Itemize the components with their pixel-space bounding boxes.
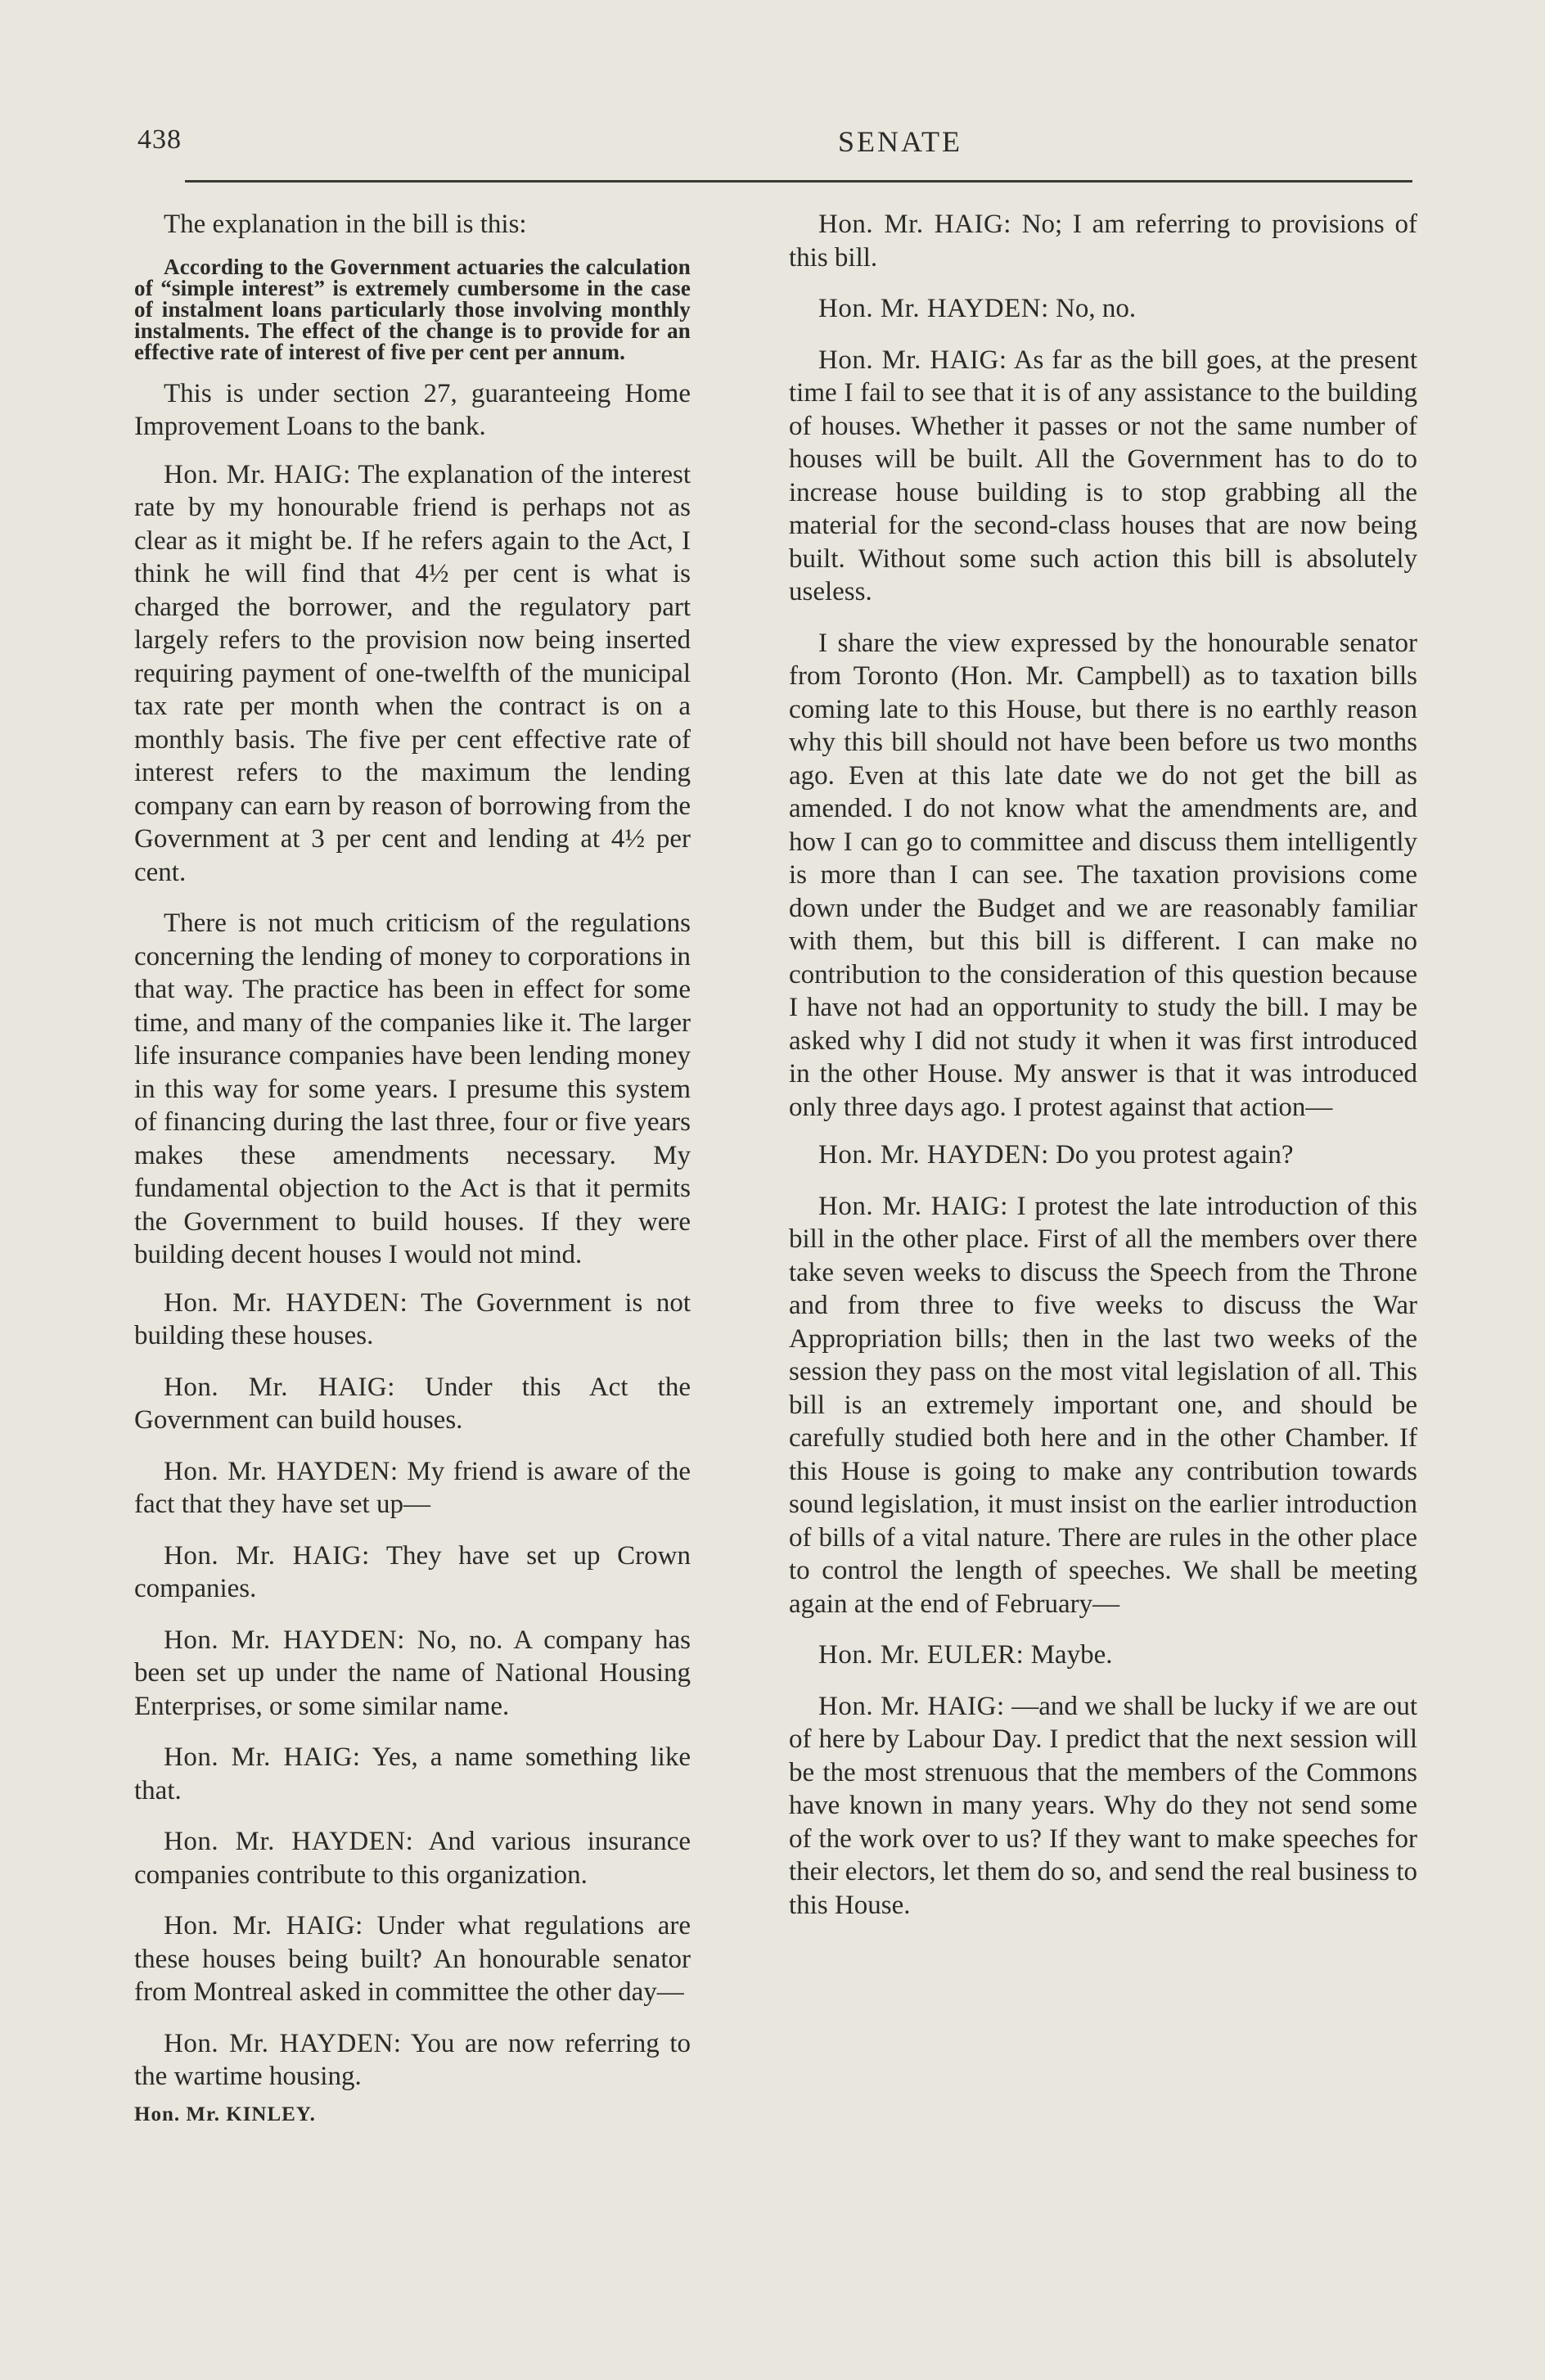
speaker-name: Hon. Mr. HAIG:: [818, 1691, 1005, 1721]
speech: [134, 458, 691, 890]
speaker-name: Hon. Mr. HAYDEN:: [164, 1625, 405, 1655]
speech-text: No, no.: [1056, 294, 1137, 323]
paragraph: This is under section 27, guaranteeing Home Improvement Loans to the bank.: [134, 378, 691, 441]
footer-note: Hon. Mr. KINLEY.: [134, 2103, 316, 2125]
speech-text: Maybe.: [1030, 1640, 1113, 1670]
speech: [789, 1190, 1417, 1621]
speech-text: No, no. A company has been set up under the name of National Housing Enterprises, or some similar name.: [134, 1625, 691, 1721]
speech-text: They have set up Crown companies.: [134, 1540, 691, 1603]
speech: [789, 1690, 1417, 1922]
speech: [134, 1909, 691, 2009]
speaker-name: Hon. Mr. HAIG:: [164, 1742, 361, 1772]
speech: [134, 1539, 691, 1606]
paragraph: I share the view expressed by the honourable senator from Toronto (Hon. Mr. Campbell) as to taxation bills coming late to this House, but there is no earthly reason why this bill should not have been before us two months ago. Even at this late date we do not get the bill as amended. I do not know what the amendments are, and how I can go to committee and discuss them intelligently is more than I can see. The taxation provisions come down under the Budget and we are reasonably familiar with them, but this bill is different. I can make no contribution to the consideration of this question because I have not had an opportunity to study the bill. I may be asked why I did not study it when it was first introduced in the other House. My answer is that it was introduced only three days ago. I protest against that action—: [789, 628, 1417, 1122]
speaker-name: Hon. Mr. HAIG:: [818, 1191, 1008, 1221]
speech: [134, 1741, 691, 1807]
speaker-name: Hon. Mr. HAYDEN:: [164, 2028, 402, 2058]
speech: [134, 2027, 691, 2094]
speech: [789, 292, 1417, 326]
speech-text: You are now referring to the wartime housing.: [134, 2028, 691, 2091]
left-column: [134, 208, 691, 2131]
speaker-name: Hon. Mr. HAIG:: [164, 1540, 370, 1571]
speech: [134, 1825, 691, 1891]
speech: [134, 1287, 691, 1353]
speaker-name: Hon. Mr. HAYDEN:: [818, 1140, 1049, 1170]
speaker-name: Hon. Mr. HAIG:: [164, 459, 351, 489]
page-header: [134, 119, 1411, 160]
speech-text: Under this Act the Government can build houses.: [134, 1372, 691, 1435]
speech: [789, 208, 1417, 274]
speech: [789, 344, 1417, 609]
speech-text: My friend is aware of the fact that they have set up—: [134, 1456, 691, 1519]
running-head: SENATE: [838, 125, 962, 158]
paragraph: The explanation in the bill is this:: [164, 210, 527, 239]
speech-text: I protest the late introduction of this bill in the other place. First of all the members over there take seven weeks to discuss the Speech from the Throne and from three to five weeks to discuss the War Appropriation bills; then in the last two weeks of the session they pass on the most vital legislation of all. This bill is an extremely important one, and should be carefully studied both here and in the other Chamber. If this House is going to make any contribution towards sound legislation, it must insist on the earlier introduction of bills of a vital nature. There are rules in the other place to control the length of speeches. We shall be meeting again at the end of February—: [789, 1191, 1418, 1619]
speaker-name: Hon. Mr. HAYDEN:: [164, 1287, 408, 1318]
speech-text: Do you protest again?: [1056, 1140, 1294, 1170]
speech-text: Under what regulations are these houses being built? An honourable senator from Montreal asked in committee the other day—: [134, 1911, 691, 2007]
speech: [134, 1624, 691, 1724]
page-number: 438: [137, 124, 182, 155]
header-rule: [185, 180, 1412, 183]
quoted-explanation: According to the Government actuaries the calculation of “simple interest” is extremely cumbersome in the case of instalment loans particularly those involving monthly instalments. The effect of the change is to provide for an effective rate of interest of five per cent per annum.: [134, 254, 691, 364]
speaker-name: Hon. Mr. HAIG:: [818, 345, 1007, 375]
speech-text: The explanation of the interest rate by my honourable friend is perhaps not as clear as it might be. If he refers again to the Act, I think he will find that 4½ per cent is what is charged the borrower, and the regulatory part largely refers to the provision now being inserted requiring payment of one-twelfth of the municipal tax rate per month when the contract is on a monthly basis. The five per cent effective rate of interest refers to the maximum the lending company can earn by reason of borrowing from the Government at 3 per cent and lending at 4½ per cent.: [134, 459, 691, 887]
speech-text: No; I am referring to provisions of this bill.: [789, 210, 1417, 273]
speech: [789, 1138, 1417, 1172]
speech-text: Yes, a name something like that.: [134, 1742, 691, 1805]
speech: [134, 1455, 691, 1521]
speaker-name: Hon. Mr. HAIG:: [164, 1911, 363, 1941]
speech-text: As far as the bill goes, at the present time I fail to see that it is of any assistance to the building of houses. Whether it passes or not the same number of houses will be built. All the Government has to do to increase house building is to stop grabbing all the material for the second-class houses that are now being built. Without some such action this bill is absolutely useless.: [789, 345, 1417, 606]
speech-text: The Government is not building these houses.: [134, 1287, 691, 1350]
speaker-name: Hon. Mr. HAYDEN:: [164, 1456, 399, 1486]
speaker-name: Hon. Mr. HAIG:: [164, 1372, 395, 1402]
paragraph: There is not much criticism of the regulations concerning the lending of money to corporations in that way. The practice has been in effect for some time, and many of the companies like it. The larger life insurance companies have been lending money in this way for some years. I presume this system of financing during the last three, four or five years makes these amendments necessary. My fundamental objection to the Act is that it permits the Government to build houses. If they were building decent houses I would not mind.: [134, 908, 691, 1269]
speech-text: And various insurance companies contribute to this organization.: [134, 1827, 691, 1890]
speaker-name: Hon. Mr. EULER:: [818, 1640, 1025, 1670]
speaker-name: Hon. Mr. HAYDEN:: [164, 1827, 414, 1856]
speech: [134, 1371, 691, 1437]
speech-text: —and we shall be lucky if we are out of here by Labour Day. I predict that the next session will be the most strenuous that the members of the Commons have known in many years. Why do they not send some of the work over to us? If they want to make speeches for their electors, let them do so, and send the real business to this House.: [789, 1691, 1417, 1920]
speaker-name: Hon. Mr. HAYDEN:: [818, 294, 1049, 323]
speaker-name: Hon. Mr. HAIG:: [818, 210, 1011, 239]
speech: [789, 1639, 1417, 1672]
right-column: [789, 208, 1417, 1940]
